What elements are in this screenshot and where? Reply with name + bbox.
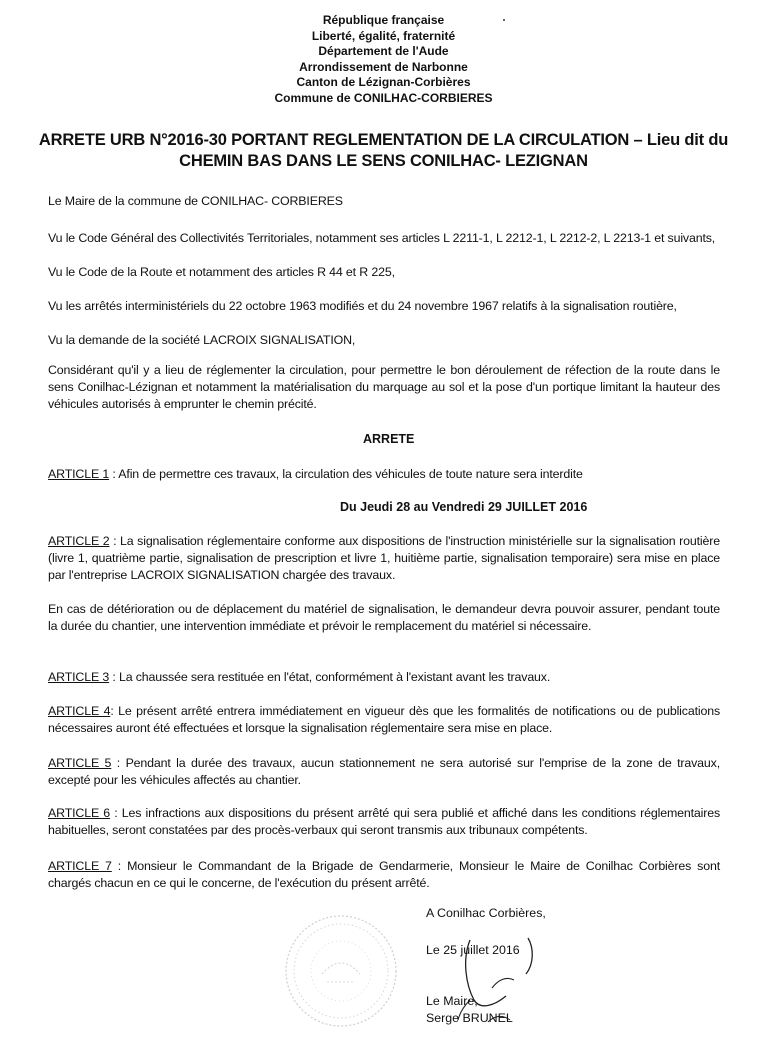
header-line-devise: Liberté, égalité, fraternité — [311, 28, 456, 43]
title-line-1: ARRETE URB N°2016-30 PORTANT REGLEMENTATION DE LA CIRCULATION – Lieu dit du — [38, 131, 729, 149]
article-5-text: : Pendant la durée des travaux, aucun stationnement ne sera autorisé sur l'emprise de la zone de travaux, excepté pour les véhicules affectés au chantier. — [48, 756, 721, 787]
article-5 — [48, 755, 720, 789]
article-3 — [48, 669, 720, 686]
article-6-text: : Les infractions aux dispositions du présent arrêté qui sera publié et affiché dans les conditions réglementaires habituelles, seront constatées par des procès-verbaux qui seront transmis aux tribunaux compétents. — [48, 806, 720, 837]
arrete-heading: ARRETE — [363, 432, 415, 446]
signature-role: Le Maire, — [426, 994, 478, 1008]
article-2 — [48, 533, 720, 584]
article-2-text: : La signalisation réglementaire conforme aux dispositions de l'instruction ministérielle sur la signalisation routière (livre 1, quatrième partie, signalisation de prescription et livre 1, huitième partie, signalisation temporaire) sera mise en place par l'entreprise LACROIX SIGNALISATION chargée des travaux. — [48, 534, 720, 582]
article-3-label: ARTICLE 3 — [48, 670, 110, 684]
preamble-vu-cgct: Vu le Code Général des Collectivités Territoriales, notamment ses articles L 2211-1, L 2212-1, L 2212-2, L 2213-1 et suivants, — [48, 231, 716, 245]
header-line-arrondissement: Arrondissement de Narbonne — [299, 59, 468, 74]
article-5-label: ARTICLE 5 — [48, 756, 112, 770]
header-line-departement: Département de l'Aude — [318, 44, 449, 58]
header-line-canton: Canton de Lézignan-Corbières — [296, 75, 471, 89]
preamble-maire: Le Maire de la commune de CONILHAC- CORBIERES — [48, 194, 343, 208]
document-header — [0, 13, 767, 106]
document-title — [30, 130, 737, 172]
article-1 — [48, 466, 720, 483]
title-line-2: CHEMIN BAS DANS LE SENS CONILHAC- LEZIGNAN — [179, 152, 588, 170]
article-7-text: : Monsieur le Commandant de la Brigade de Gendarmerie, Monsieur le Maire de Conilhac Corbières sont chargés chacun en ce qui le concerne, de l'exécution du présent arrêté. — [48, 859, 720, 890]
signature-place: A Conilhac Corbières, — [426, 906, 546, 920]
preamble-vu-demande: Vu la demande de la société LACROIX SIGNALISATION, — [48, 333, 356, 347]
article-2-label: ARTICLE 2 — [48, 534, 110, 548]
article-4-text: : Le présent arrêté entrera immédiatement en vigueur dès que les formalités de notifications ou de publications nécessaires auront été effectuées et lorsque la signalisation réglementaire sera mise en place. — [48, 704, 720, 735]
preamble-vu-arretes: Vu les arrêtés interministériels du 22 octobre 1963 modifiés et du 24 novembre 1967 relatifs à la signalisation routière, — [48, 299, 677, 313]
signature-date: Le 25 juillet 2016 — [426, 943, 520, 957]
header-line-commune: Commune de CONILHAC-CORBIERES — [274, 90, 493, 105]
article-1-text: : Afin de permettre ces travaux, la circulation des véhicules de toute nature sera interdite — [109, 467, 583, 481]
preamble-considerant: Considérant qu'il y a lieu de réglementer la circulation, pour permettre le bon déroulement de réfection de la route dans le sens Conilhac-Lézignan et notamment la matérialisation du marquage au sol et la pose d'un portique limitant la hauteur des véhicules autorisés à emprunter le chemin précité. — [48, 363, 720, 411]
article-7 — [48, 858, 720, 892]
signature-name: Serge BRUNEL — [426, 1011, 513, 1025]
article-2-extra: En cas de détérioration ou de déplacement du matériel de signalisation, le demandeur devra pouvoir assurer, pendant toute la durée du chantier, une intervention immédiate et prévoir le remplacement du matériel si nécessaire. — [48, 602, 720, 633]
article-3-text: : La chaussée sera restituée en l'état, conformément à l'existant avant les travaux. — [109, 670, 551, 684]
article-1-label: ARTICLE 1 — [48, 467, 110, 481]
article-4-label: ARTICLE 4 — [48, 704, 111, 718]
municipal-seal-stamp — [282, 912, 400, 1030]
article-7-label: ARTICLE 7 — [48, 859, 112, 873]
header-line-republique: République française — [322, 13, 445, 27]
preamble-vu-code-route: Vu le Code de la Route et notamment des articles R 44 et R 225, — [48, 265, 395, 279]
closure-dates: Du Jeudi 28 au Vendredi 29 JUILLET 2016 — [340, 500, 588, 514]
article-4 — [48, 703, 720, 737]
article-6-label: ARTICLE 6 — [48, 806, 111, 820]
article-6 — [48, 805, 720, 839]
